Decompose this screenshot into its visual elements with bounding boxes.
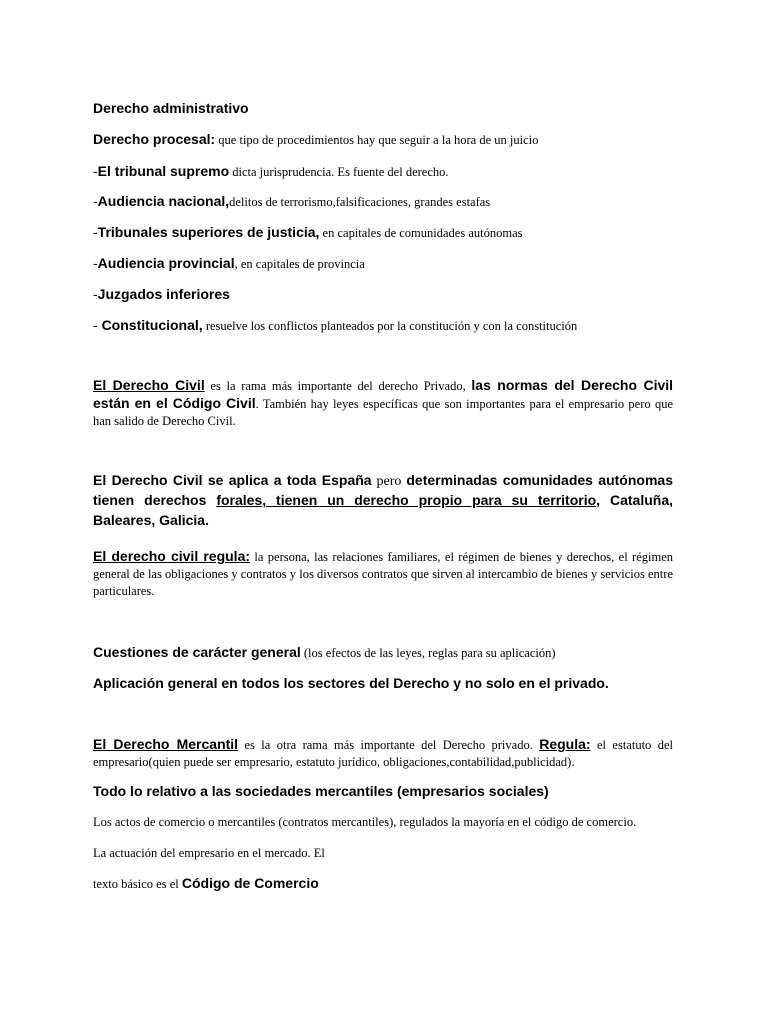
court-label: Juzgados inferiores: [97, 286, 230, 302]
paragraph-aplicacion: Aplicación general en todos los sectores del Derecho y no solo en el privado.: [93, 675, 609, 691]
paragraph-civil-regula: El derecho civil regula: la persona, las relaciones familiares, el régimen de bienes y derechos, el régimen general de las obligaciones y contratos y los diversos contratos que sirven al intercambio de bienes y servicios entre particulares.: [93, 548, 673, 598]
label-derecho-procesal: Derecho procesal:: [93, 131, 216, 147]
court-item: -Tribunales superiores de justicia, en capitales de comunidades autónomas: [93, 224, 523, 240]
label-regula: Regula:: [539, 736, 591, 752]
court-label: Audiencia nacional,: [97, 193, 230, 209]
term-derecho-mercantil: El Derecho Mercantil: [93, 736, 239, 752]
label-civil-regula: El derecho civil regula:: [93, 548, 251, 564]
paragraph-actos: Los actos de comercio o mercantiles (contratos mercantiles), regulados la mayoría en el código de comercio.: [93, 815, 637, 829]
paragraph-texto-basico: texto básico es el Código de Comercio: [93, 875, 319, 891]
paragraph-civil-espana: El Derecho Civil se aplica a toda España pero determinadas comunidades autónomas tienen derechos forales, tienen un derecho propio para su territorio, Cataluña, Baleares, Galicia.: [93, 472, 673, 528]
paragraph-derecho-mercantil: El Derecho Mercantil es la otra rama más importante del Derecho privado. Regula: el estatuto del empresario(quien puede ser empresario, estatuto jurídico, obligaciones,contabilidad,publicidad).: [93, 736, 673, 769]
paragraph-sociedades: Todo lo relativo a las sociedades mercantiles (empresarios sociales): [93, 783, 549, 799]
label-codigo-comercio: Código de Comercio: [181, 875, 319, 891]
court-label: El tribunal supremo: [97, 163, 230, 179]
heading-derecho-administrativo: Derecho administrativo: [93, 100, 249, 116]
court-item: -Juzgados inferiores: [93, 286, 230, 302]
term-derecho-civil: El Derecho Civil: [93, 377, 205, 393]
forales-text: forales, tienen un derecho propio para su territorio: [216, 492, 597, 508]
paragraph-actuacion: La actuación del empresario en el mercado. El: [93, 846, 325, 860]
court-label: Audiencia provincial: [97, 255, 235, 271]
paragraph-derecho-civil: El Derecho Civil es la rama más importante del derecho Privado, las normas del Derecho Civil están en el Código Civil. También hay leyes específicas que son importantes para el empresario pero que han salido de Derecho Civil.: [93, 377, 674, 428]
paragraph-derecho-procesal: Derecho procesal: que tipo de procedimientos hay que seguir a la hora de un juicio: [93, 131, 539, 147]
paragraph-cuestiones: Cuestiones de carácter general (los efectos de las leyes, reglas para su aplicación): [93, 644, 556, 660]
court-label: Constitucional,: [101, 317, 203, 333]
court-item: -El tribunal supremo dicta jurisprudencia. Es fuente del derecho.: [93, 163, 449, 179]
court-item: -Audiencia provincial, en capitales de provincia: [93, 255, 365, 271]
court-item: - Constitucional, resuelve los conflictos planteados por la constitución y con la constitución: [93, 317, 578, 333]
label-cuestiones: Cuestiones de carácter general: [93, 644, 301, 660]
court-item: -Audiencia nacional,delitos de terrorismo,falsificaciones, grandes estafas: [93, 193, 491, 209]
court-label: Tribunales superiores de justicia,: [97, 224, 320, 240]
